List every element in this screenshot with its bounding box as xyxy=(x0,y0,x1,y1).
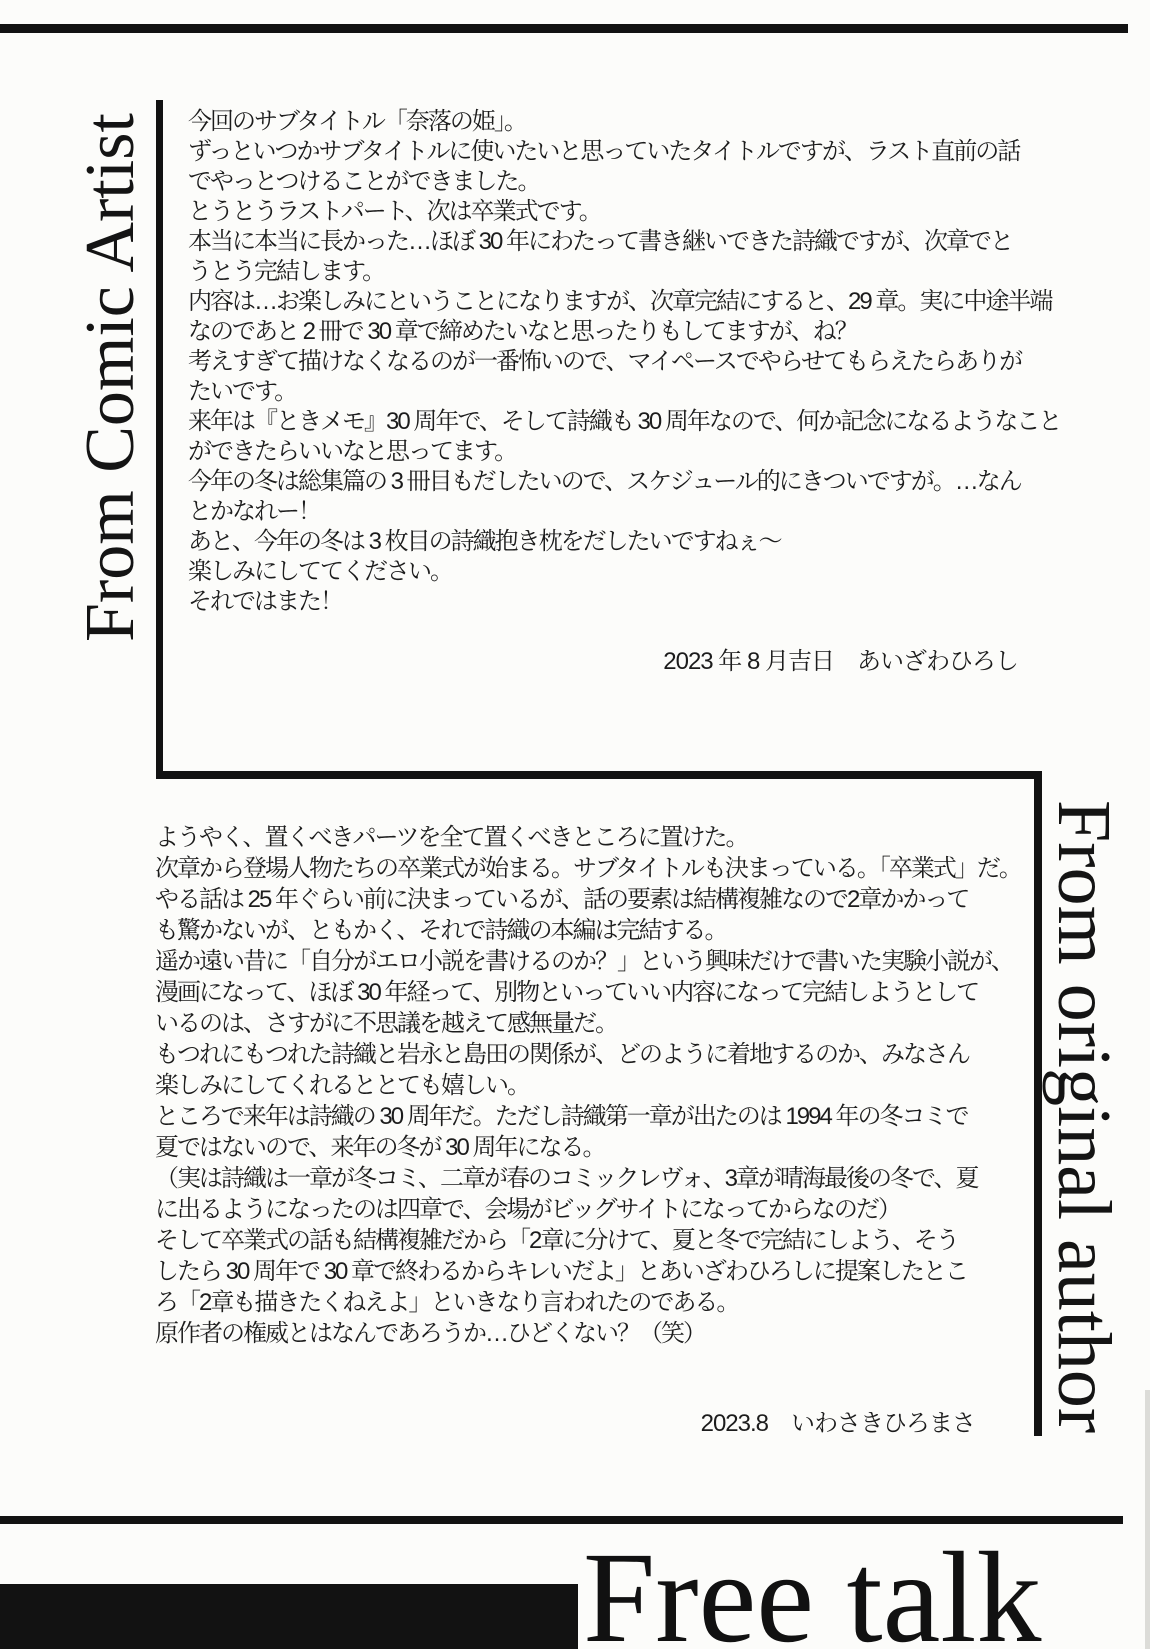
page-title: Free talk xyxy=(583,1526,1042,1649)
text-line: に出るようになったのは四章で、会場がビッグサイトになってからなのだ） xyxy=(155,1196,900,1223)
text-line: 今年の冬は総集篇の 3 冊目もだしたいので、スケジュール的にきついですが。…なん xyxy=(188,468,1021,495)
text-line: （実は詩織は一章が冬コミ、二章が春のコミックレヴォ、3章が晴海最後の冬で、夏 xyxy=(155,1165,978,1192)
text-line: でやっとつけることができました。 xyxy=(188,168,540,195)
text-line: 本当に本当に長かった…ほぼ 30 年にわたって書き継いできた詩織ですが、次章でと xyxy=(188,228,1013,255)
text-line: 楽しみにしててください。 xyxy=(188,558,452,585)
text-line: 漫画になって、ほぼ 30 年経って、別物といっていい内容になって完結しようとして xyxy=(155,979,979,1006)
text-line: 夏ではないので、来年の冬が 30 周年になる。 xyxy=(155,1134,605,1161)
text-line: 内容は…お楽しみにということになりますが、次章完結にすると、29 章。実に中途半端 xyxy=(188,288,1052,315)
text-line: も驚かないが、ともかく、それで詩織の本編は完結する。 xyxy=(155,917,727,944)
text-line: 考えすぎて描けなくなるのが一番怖いので、マイペースでやらせてもらえたらありが xyxy=(188,348,1022,375)
text-line: ところで来年は詩織の 30 周年だ。ただし詩織第一章が出たのは 1994 年の冬コミで xyxy=(155,1103,968,1130)
comic-artist-text-block xyxy=(188,107,1061,617)
text-line: とうとうラストパート、次は卒業式です。 xyxy=(188,198,601,225)
top-rule xyxy=(0,24,1128,33)
text-line: なのであと 2 冊で 30 章で締めたいなと思ったりもしてますが、ね？ xyxy=(188,318,857,345)
text-line: とかなれー！ xyxy=(188,498,320,525)
artist-section-frame-vertical-line xyxy=(156,100,163,779)
text-line: あと、今年の冬は 3 枚目の詩織抱き枕をだしたいですねぇ～ xyxy=(188,528,781,555)
text-line: 今回のサブタイトル「奈落の姫」。 xyxy=(188,108,526,135)
footer-black-bar xyxy=(0,1584,578,1649)
text-line: うとう完結します。 xyxy=(188,258,385,285)
text-line: 楽しみにしてくれるととても嬉しい。 xyxy=(155,1072,529,1099)
text-line: もつれにもつれた詩織と岩永と島田の関係が、どのように着地するのか、みなさん xyxy=(155,1041,969,1068)
original-author-signature: 2023.8 いわさきひろまさ xyxy=(700,1410,975,1437)
text-line: ずっといつかサブタイトルに使いたいと思っていたタイトルですが、ラスト直前の話 xyxy=(188,138,1020,165)
text-line: そして卒業式の話も結構複雑だから「2章に分けて、夏と冬で完結にしよう、そう xyxy=(155,1227,958,1254)
text-line: それではまた！ xyxy=(188,588,342,615)
text-line: やる話は 25 年ぐらい前に決まっているが、話の要素は結構複雑なので2章かかって xyxy=(155,886,969,913)
text-line: いるのは、さすがに不思議を越えて感無量だ。 xyxy=(155,1010,617,1037)
text-line: ができたらいいなと思ってます。 xyxy=(188,438,517,465)
text-line: たいです。 xyxy=(188,378,297,405)
text-line: したら 30 周年で 30 章で終わるからキレいだよ」とあいざわひろしに提案したとこ xyxy=(155,1258,967,1285)
original-author-vertical-label: From original author xyxy=(1042,800,1126,1434)
text-line: 来年は『ときメモ』30 周年で、そして詩織も 30 周年なので、何か記念になるようなこと xyxy=(188,408,1061,435)
footer-rule xyxy=(0,1516,1123,1524)
text-line: 遥か遠い昔に「自分がエロ小説を書けるのか？」という興味だけで書いた実験小説が、 xyxy=(155,948,1013,975)
comic-artist-signature: 2023 年 8 月吉日 あいざわひろし xyxy=(663,648,1018,675)
comic-artist-vertical-label: From Comic Artist xyxy=(72,113,149,642)
text-line: ようやく、置くべきパーツを全て置くべきところに置けた。 xyxy=(155,824,748,851)
section-divider-line xyxy=(156,771,1042,779)
original-author-text-block xyxy=(155,822,1020,1349)
text-line: 原作者の権威とはなんであろうか…ひどくない？（笑） xyxy=(155,1320,705,1347)
scan-edge-shadow xyxy=(1145,1390,1150,1649)
text-line: ろ「2章も描きたくねえよ」といきなり言われたのである。 xyxy=(155,1289,739,1316)
author-section-frame-vertical-line xyxy=(1034,771,1042,1436)
text-line: 次章から登場人物たちの卒業式が始まる。サブタイトルも決まっている。「卒業式」だ。 xyxy=(155,855,1021,882)
